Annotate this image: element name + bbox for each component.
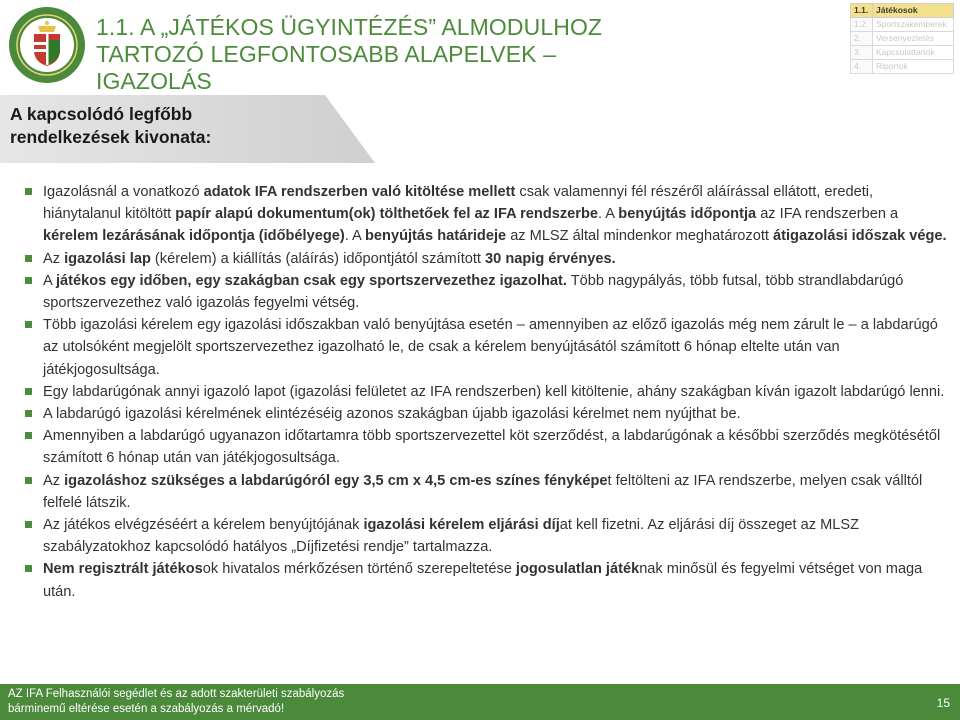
list-item bbox=[25, 270, 950, 314]
nav-item-number: 1.2. bbox=[851, 18, 873, 32]
bold-text: jogosulatlan játék bbox=[515, 561, 640, 578]
bold-text: igazolási lap bbox=[64, 250, 151, 267]
crest-icon bbox=[8, 6, 86, 84]
bold-text: átigazolási időszak vége. bbox=[773, 228, 947, 245]
list-item bbox=[25, 558, 950, 602]
text: az IFA rendszerben a bbox=[756, 206, 899, 223]
nav-item-label: Játékosok bbox=[873, 4, 954, 18]
square-bullet-icon bbox=[25, 321, 32, 328]
bold-text: Nem regisztrált játékos bbox=[43, 561, 203, 578]
list-item bbox=[25, 314, 950, 381]
list-item bbox=[25, 514, 950, 558]
square-bullet-icon bbox=[25, 477, 32, 484]
nav-item-label: Kapcsolattartók bbox=[873, 46, 954, 60]
bold-text: adatok IFA rendszerben való kitöltése mellett bbox=[203, 184, 516, 200]
rules-list bbox=[25, 181, 950, 603]
bold-text: játékos egy időben, egy szakágban csak egy sportszervezethez igazolhat. bbox=[55, 272, 567, 289]
mlsz-logo bbox=[8, 6, 86, 84]
text: ok hivatalos mérkőzésen történő szerepeltetése bbox=[202, 561, 516, 578]
nav-item-sportszakemberek[interactable] bbox=[851, 18, 954, 32]
square-bullet-icon bbox=[25, 388, 32, 395]
page-title-line1: 1.1. A „JÁTÉKOS ÜGYINTÉZÉS” ALMODULHOZ bbox=[96, 14, 603, 40]
list-item bbox=[25, 403, 950, 425]
text: Több nagypályás, több futsal, több strandlabdarúgó sportszervezethez való igazolás fegyelmi vétség. bbox=[43, 272, 904, 312]
footer-bar bbox=[0, 684, 960, 720]
list-item bbox=[25, 425, 950, 469]
square-bullet-icon bbox=[25, 521, 32, 528]
text: Amennyiben a labdarúgó ugyanazon időtartamra több sportszervezettel köt szerződést, a labdarúgónak a későbbi szerződés megkötésétől számított 6 hónap után van játékjogosultsága. bbox=[43, 428, 941, 467]
list-item bbox=[25, 248, 950, 270]
text: A bbox=[43, 272, 56, 289]
text: A labdarúgó igazolási kérelmének elintézéséig azonos szakágban újabb igazolási kérelmet nem nyújthat be. bbox=[43, 406, 741, 423]
text: Az játékos elvégzéséért a kérelem benyújtójának bbox=[43, 517, 364, 534]
page-title bbox=[96, 14, 656, 95]
nav-item-kapcsolattartok[interactable] bbox=[851, 46, 954, 60]
square-bullet-icon bbox=[25, 188, 32, 195]
nav-item-label: Sportszakemberek bbox=[873, 18, 954, 32]
text: Egy labdarúgónak annyi igazoló lapot (igazolási felületet az IFA rendszerben) kell kitöltenie, ahány szakágban kíván igazolt labdarúgó lenni. bbox=[43, 383, 945, 400]
square-bullet-icon bbox=[25, 565, 32, 572]
nav-item-label: Versenyeztetés bbox=[873, 32, 954, 46]
nav-item-number: 4. bbox=[851, 60, 873, 74]
text: Igazolásnál a vonatkozó bbox=[43, 184, 204, 200]
footer-line2: bárminemű eltérése esetén a szabályozás a mérvadó! bbox=[8, 703, 285, 715]
square-bullet-icon bbox=[25, 410, 32, 417]
nav-item-versenyeztetes[interactable] bbox=[851, 32, 954, 46]
list-item bbox=[25, 181, 950, 248]
nav-item-number: 3. bbox=[851, 46, 873, 60]
bold-text: benyújtás időpontja bbox=[618, 206, 757, 223]
text: t feltölteni az IFA rendszerbe, melyen csak válltól felfelé látszik. bbox=[43, 472, 923, 511]
text: Több igazolási kérelem egy igazolási időszakban való benyújtása esetén – amennyiben az előző igazolás még nem zárult le – a labdarúgó az utolsóként megjelölt sportszervezethez igazolható le, de csak a kérelem benyújtásától számított 6 hónap eltelte után van játékjogosultsága. bbox=[43, 317, 938, 378]
text: Az bbox=[43, 472, 65, 489]
page-number: 15 bbox=[936, 696, 950, 710]
text: . A bbox=[598, 206, 619, 223]
nav-item-riportok[interactable] bbox=[851, 60, 954, 74]
text: at kell fizetni. Az eljárási díj összeget az MLSZ szabályzatokhoz kapcsolódó hatályos „Díjfizetési rendje” tartalmazza. bbox=[43, 517, 860, 556]
square-bullet-icon bbox=[25, 277, 32, 284]
nav-item-label: Riportok bbox=[873, 60, 954, 74]
text: csak valamennyi fél részéről aláírással ellátott, eredeti, hiánytalanul kitöltött bbox=[43, 184, 874, 223]
nav-item-jatekosok[interactable] bbox=[851, 4, 954, 18]
text: . A bbox=[344, 228, 366, 245]
text: (kérelem) a kiállítás (aláírás) időpontjától számított bbox=[150, 250, 486, 267]
footer-line1: AZ IFA Felhasználói segédlet és az adott szakterületi szabályozás bbox=[8, 688, 345, 700]
section-banner bbox=[0, 95, 375, 163]
bold-text: benyújtás határideje bbox=[365, 228, 507, 245]
nav-item-number: 1.1. bbox=[851, 4, 873, 18]
list-item bbox=[25, 470, 950, 514]
bold-text: 30 napig érvényes. bbox=[485, 250, 616, 267]
banner-heading bbox=[10, 103, 211, 149]
footer-disclaimer bbox=[8, 687, 344, 717]
square-bullet-icon bbox=[25, 255, 32, 262]
text: Az bbox=[43, 250, 65, 267]
text: az MLSZ által mindenkor meghatározott bbox=[506, 228, 774, 245]
bold-text: kérelem lezárásának időpontja (időbélyege) bbox=[43, 228, 345, 245]
page-title-line2: TARTOZÓ LEGFONTOSABB ALAPELVEK – IGAZOLÁS bbox=[96, 41, 556, 94]
list-item bbox=[25, 381, 950, 403]
square-bullet-icon bbox=[25, 432, 32, 439]
banner-heading-line2: rendelkezések kivonata: bbox=[10, 127, 212, 147]
banner-heading-line1: A kapcsolódó legfőbb bbox=[10, 104, 193, 124]
nav-item-number: 2. bbox=[851, 32, 873, 46]
rules-body bbox=[25, 181, 950, 603]
section-nav bbox=[850, 3, 954, 74]
bold-text: igazoláshoz szükséges a labdarúgóról egy 3,5 cm x 4,5 cm-es színes fényképe bbox=[64, 472, 608, 489]
bold-text: igazolási kérelem eljárási díj bbox=[363, 517, 560, 534]
text: nak minősül és fegyelmi vétséget von maga után. bbox=[43, 561, 923, 600]
bold-text: papír alapú dokumentum(ok) tölthetőek fel az IFA rendszerbe bbox=[175, 206, 598, 223]
